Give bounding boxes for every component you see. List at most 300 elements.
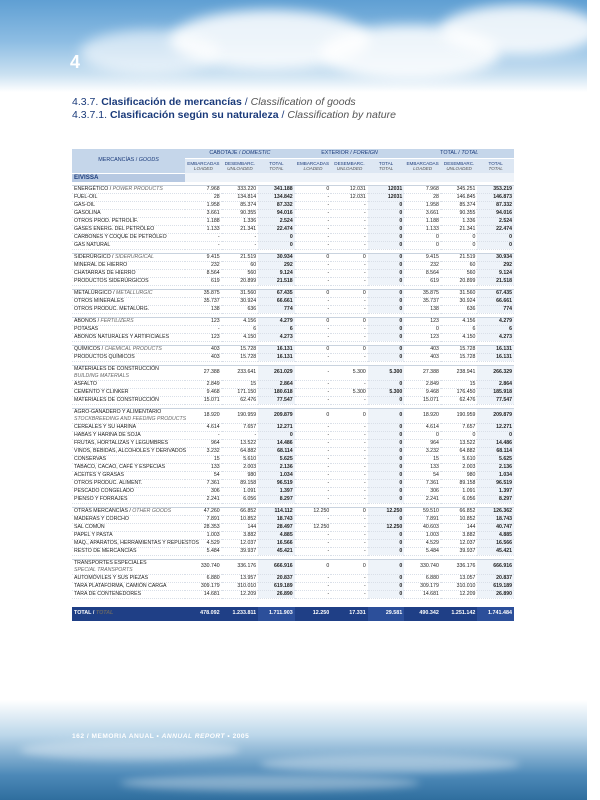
value-cell: 133 <box>185 463 222 471</box>
value-cell: 310.010 <box>222 582 259 590</box>
value-cell: 7.657 <box>441 423 478 431</box>
value-cell: 7.891 <box>404 515 441 523</box>
value-cell: 15.728 <box>441 353 478 361</box>
value-cell: - <box>295 217 332 225</box>
value-cell: - <box>331 447 368 455</box>
value-cell: 67.435 <box>477 289 514 297</box>
value-cell: 330.740 <box>185 559 222 574</box>
value-cell: 310.010 <box>441 582 478 590</box>
value-cell: 87.332 <box>258 201 295 209</box>
value-cell: - <box>295 233 332 241</box>
value-cell: - <box>331 515 368 523</box>
table-row <box>72 396 514 404</box>
value-cell: - <box>295 431 332 439</box>
value-cell: 27.388 <box>185 365 222 380</box>
row-label: PAPEL Y PASTA <box>72 531 185 539</box>
value-cell: 1.336 <box>222 217 259 225</box>
value-cell: 2.241 <box>185 495 222 503</box>
value-cell: 1.133 <box>185 225 222 233</box>
value-cell: - <box>295 471 332 479</box>
row-label: HABAS Y HARINA DE SOJA <box>72 431 185 439</box>
category-row <box>72 345 514 353</box>
value-cell: 15 <box>185 455 222 463</box>
value-cell: 94.016 <box>477 209 514 217</box>
value-cell: - <box>295 353 332 361</box>
value-cell: 774 <box>477 305 514 313</box>
value-cell: 66.852 <box>441 507 478 515</box>
table-row <box>72 261 514 269</box>
value-cell: 138 <box>185 305 222 313</box>
sub-header-cell: TOTAL TOTAL <box>258 159 295 174</box>
value-cell: 0 <box>368 317 405 325</box>
value-cell: 64.882 <box>441 447 478 455</box>
value-cell: 15 <box>404 455 441 463</box>
value-cell: 238.941 <box>441 365 478 380</box>
section-number: 4.3.7. <box>72 96 99 108</box>
value-cell: 16.131 <box>258 353 295 361</box>
value-cell: 123 <box>404 333 441 341</box>
value-cell: - <box>295 297 332 305</box>
value-cell: 261.029 <box>258 365 295 380</box>
value-cell: 478.092 <box>185 607 222 621</box>
value-cell: 1.397 <box>477 487 514 495</box>
value-cell: 13.522 <box>441 439 478 447</box>
value-cell: 90.355 <box>222 209 259 217</box>
value-cell: 2.849 <box>404 380 441 388</box>
value-cell: 345.251 <box>441 185 478 193</box>
value-cell: 0 <box>477 431 514 439</box>
sub-header-cell: DESEMBARC. UNLOADED <box>222 159 259 174</box>
value-cell: - <box>295 539 332 547</box>
value-cell: - <box>222 431 259 439</box>
value-cell: 0 <box>477 241 514 249</box>
value-cell: - <box>295 547 332 555</box>
sky-banner <box>0 0 587 92</box>
row-label: ASFALTO <box>72 380 185 388</box>
row-label: PRODUCTOS QUÍMICOS <box>72 353 185 361</box>
value-cell: 0 <box>404 431 441 439</box>
value-cell: 0 <box>368 241 405 249</box>
value-cell: 4.156 <box>441 317 478 325</box>
sub-header-cell: DESEMBARC. UNLOADED <box>331 159 368 174</box>
value-cell: 10.852 <box>441 515 478 523</box>
value-cell: 66.661 <box>477 297 514 305</box>
value-cell: 560 <box>441 269 478 277</box>
value-cell: 8.564 <box>185 269 222 277</box>
value-cell: 12.037 <box>222 539 259 547</box>
value-cell: 0 <box>258 233 295 241</box>
value-cell: 30.934 <box>477 253 514 261</box>
sub-header-cell: EMBARCADAS LOADED <box>185 159 222 174</box>
value-cell: 0 <box>368 201 405 209</box>
value-cell: 341.188 <box>258 185 295 193</box>
value-cell: 96.519 <box>258 479 295 487</box>
value-cell: 2.003 <box>222 463 259 471</box>
value-cell: - <box>331 269 368 277</box>
goods-column-header: MERCANCÍAS / GOODS <box>72 149 185 173</box>
value-cell: 21.519 <box>222 253 259 261</box>
value-cell: - <box>331 582 368 590</box>
value-cell: 0 <box>404 233 441 241</box>
value-cell: 15.728 <box>441 345 478 353</box>
value-cell: 14.486 <box>477 439 514 447</box>
table-row <box>72 193 514 201</box>
value-cell: 8.297 <box>258 495 295 503</box>
value-cell: 2.849 <box>185 380 222 388</box>
value-cell: 0 <box>368 217 405 225</box>
value-cell: 292 <box>258 261 295 269</box>
table-row <box>72 305 514 313</box>
value-cell: 1.336 <box>441 217 478 225</box>
value-cell: - <box>295 423 332 431</box>
goods-classification-table <box>72 149 514 621</box>
value-cell: 15.071 <box>404 396 441 404</box>
value-cell: 9.415 <box>185 253 222 261</box>
value-cell: 16.566 <box>258 539 295 547</box>
value-cell: 146.845 <box>441 193 478 201</box>
value-cell: 4.529 <box>185 539 222 547</box>
value-cell: 126.362 <box>477 507 514 515</box>
value-cell: 185.918 <box>477 388 514 396</box>
row-label: MINERAL DE HIERRO <box>72 261 185 269</box>
value-cell: 39.937 <box>441 547 478 555</box>
value-cell: 0 <box>368 253 405 261</box>
table-row <box>72 523 514 531</box>
category-row <box>72 408 514 423</box>
value-cell: 4.273 <box>477 333 514 341</box>
value-cell: - <box>295 261 332 269</box>
value-cell: - <box>295 590 332 598</box>
value-cell: 21.518 <box>258 277 295 285</box>
value-cell: 0 <box>368 277 405 285</box>
value-cell: 0 <box>368 261 405 269</box>
value-cell: 3.232 <box>185 447 222 455</box>
value-cell: 4.885 <box>477 531 514 539</box>
value-cell: 123 <box>404 317 441 325</box>
sub-header-cell: EMBARCADAS LOADED <box>295 159 332 174</box>
value-cell: 15.071 <box>185 396 222 404</box>
value-cell: 0 <box>368 423 405 431</box>
value-cell: 28 <box>404 193 441 201</box>
value-cell: 309.179 <box>185 582 222 590</box>
value-cell: - <box>331 439 368 447</box>
value-cell: 7.968 <box>404 185 441 193</box>
value-cell: 190.959 <box>441 408 478 423</box>
table-row <box>72 439 514 447</box>
value-cell: - <box>185 233 222 241</box>
value-cell: 0 <box>368 590 405 598</box>
value-cell: 1.003 <box>404 531 441 539</box>
value-cell: 40.747 <box>477 523 514 531</box>
table-row <box>72 209 514 217</box>
value-cell: 15.728 <box>222 353 259 361</box>
row-label: TARA DE CONTENEDORES <box>72 590 185 598</box>
sub-header-cell: EMBARCADAS LOADED <box>404 159 441 174</box>
value-cell: 0 <box>441 431 478 439</box>
value-cell: 144 <box>222 523 259 531</box>
value-cell: 619.189 <box>477 582 514 590</box>
value-cell: - <box>295 380 332 388</box>
table-row <box>72 479 514 487</box>
table-row <box>72 269 514 277</box>
value-cell: 4.529 <box>404 539 441 547</box>
table-row <box>72 380 514 388</box>
value-cell: 9.124 <box>258 269 295 277</box>
value-cell: 7.361 <box>185 479 222 487</box>
value-cell: 0 <box>295 408 332 423</box>
value-cell: 0 <box>368 297 405 305</box>
value-cell: 14.681 <box>404 590 441 598</box>
value-cell: 3.661 <box>404 209 441 217</box>
value-cell: 9.468 <box>404 388 441 396</box>
table-row <box>72 431 514 439</box>
sea-banner <box>0 700 587 800</box>
value-cell: - <box>331 233 368 241</box>
value-cell: 20.899 <box>441 277 478 285</box>
table-body <box>72 182 514 621</box>
value-cell: 1.034 <box>258 471 295 479</box>
row-label: OTROS MINERALES <box>72 297 185 305</box>
value-cell: 1.034 <box>477 471 514 479</box>
value-cell: - <box>331 523 368 531</box>
value-cell: 3.661 <box>185 209 222 217</box>
row-label: ACEITES Y GRASAS <box>72 471 185 479</box>
value-cell: 123 <box>185 333 222 341</box>
value-cell: 8.564 <box>404 269 441 277</box>
value-cell: - <box>331 495 368 503</box>
value-cell: 16.131 <box>477 353 514 361</box>
value-cell: 17.331 <box>331 607 368 621</box>
value-cell: 4.150 <box>441 333 478 341</box>
row-label: SIDERÚRGICO / SIDERURGICAL <box>72 253 185 261</box>
value-cell: 0 <box>368 233 405 241</box>
row-label: GASES ENERG. DEL PETRÓLEO <box>72 225 185 233</box>
value-cell: 5.610 <box>441 455 478 463</box>
value-cell: 6 <box>222 325 259 333</box>
value-cell: 1.397 <box>258 487 295 495</box>
row-label: ABONOS NATURALES Y ARTIFICIALES <box>72 333 185 341</box>
value-cell: 16.131 <box>258 345 295 353</box>
category-row <box>72 559 514 574</box>
value-cell: 134.842 <box>258 193 295 201</box>
page-number: 162 <box>72 733 85 740</box>
value-cell: - <box>185 431 222 439</box>
value-cell: 2.524 <box>258 217 295 225</box>
value-cell: 96.519 <box>477 479 514 487</box>
value-cell: 13.957 <box>222 574 259 582</box>
value-cell: 0 <box>368 325 405 333</box>
spacer-row <box>72 598 514 607</box>
value-cell: 77.547 <box>258 396 295 404</box>
row-label: FRUTAS, HORTALIZAS Y LEGUMBRES <box>72 439 185 447</box>
table-row <box>72 471 514 479</box>
group-header-row <box>72 149 514 159</box>
value-cell: 0 <box>295 253 332 261</box>
value-cell: 0 <box>295 345 332 353</box>
value-cell: 4.279 <box>477 317 514 325</box>
value-cell: - <box>331 380 368 388</box>
value-cell: 266.329 <box>477 365 514 380</box>
table-row <box>72 201 514 209</box>
value-cell: 0 <box>368 539 405 547</box>
value-cell: 20.899 <box>222 277 259 285</box>
value-cell: 15 <box>222 380 259 388</box>
value-cell: 22.474 <box>258 225 295 233</box>
sub-header-cell: TOTAL TOTAL <box>368 159 405 174</box>
value-cell: 3.882 <box>222 531 259 539</box>
value-cell: 0 <box>368 515 405 523</box>
table-row <box>72 447 514 455</box>
value-cell: 490.342 <box>404 607 441 621</box>
value-cell: 403 <box>404 353 441 361</box>
value-cell: 5.625 <box>258 455 295 463</box>
value-cell: 336.176 <box>441 559 478 574</box>
row-label: RESTO DE MERCANCÍAS <box>72 547 185 555</box>
value-cell: 12.209 <box>222 590 259 598</box>
value-cell: 6 <box>258 325 295 333</box>
value-cell: - <box>295 365 332 380</box>
value-cell: 12031 <box>368 193 405 201</box>
value-cell: 0 <box>368 463 405 471</box>
value-cell: - <box>295 582 332 590</box>
value-cell: 54 <box>404 471 441 479</box>
value-cell: 0 <box>368 531 405 539</box>
value-cell: - <box>295 277 332 285</box>
row-label: ENERGÉTICO / POWER PRODUCTS <box>72 185 185 193</box>
value-cell: - <box>331 455 368 463</box>
value-cell: 0 <box>368 547 405 555</box>
value-cell: 6.880 <box>185 574 222 582</box>
value-cell: 10.852 <box>222 515 259 523</box>
value-cell: - <box>331 305 368 313</box>
value-cell: 12.031 <box>331 185 368 193</box>
value-cell: 232 <box>404 261 441 269</box>
row-label: MATERIALES DE CONSTRUCCIÓN <box>72 396 185 404</box>
value-cell: 0 <box>368 289 405 297</box>
value-cell: 403 <box>404 345 441 353</box>
value-cell: 12.271 <box>258 423 295 431</box>
value-cell: 619 <box>185 277 222 285</box>
value-cell: 22.474 <box>477 225 514 233</box>
value-cell: 35.875 <box>185 289 222 297</box>
value-cell: 1.251.142 <box>441 607 478 621</box>
value-cell: - <box>331 479 368 487</box>
value-cell: 0 <box>368 269 405 277</box>
category-row <box>72 365 514 380</box>
row-label: OTROS PRODUC. ALIMENT. <box>72 479 185 487</box>
value-cell: 6 <box>441 325 478 333</box>
section-title <box>72 96 396 109</box>
row-label: OTROS PRODUC. METALÚRG. <box>72 305 185 313</box>
row-label: MADERAS Y CORCHO <box>72 515 185 523</box>
value-cell: 2.864 <box>258 380 295 388</box>
sub-header-cell: DESEMBARC. UNLOADED <box>441 159 478 174</box>
value-cell: 60 <box>441 261 478 269</box>
table-row <box>72 495 514 503</box>
value-cell: 0 <box>368 559 405 574</box>
value-cell: 180.618 <box>258 388 295 396</box>
row-label: PRODUCTOS SIDERÚRGICOS <box>72 277 185 285</box>
value-cell: 9.468 <box>185 388 222 396</box>
footer-year: 2005 <box>232 733 250 740</box>
value-cell: 306 <box>185 487 222 495</box>
value-cell: 94.016 <box>258 209 295 217</box>
value-cell: 87.332 <box>477 201 514 209</box>
value-cell: 233.641 <box>222 365 259 380</box>
table-row <box>72 590 514 598</box>
value-cell: 209.879 <box>477 408 514 423</box>
row-label: QUÍMICOS / CHEMICAL PRODUCTS <box>72 345 185 353</box>
value-cell: 0 <box>368 487 405 495</box>
value-cell: 114.112 <box>258 507 295 515</box>
value-cell: 0 <box>295 559 332 574</box>
table-row <box>72 547 514 555</box>
value-cell: 6.056 <box>222 495 259 503</box>
value-cell: - <box>331 225 368 233</box>
value-cell: 21.341 <box>222 225 259 233</box>
value-cell: 12.031 <box>331 193 368 201</box>
table-row <box>72 463 514 471</box>
value-cell: 3.232 <box>404 447 441 455</box>
row-label: AGRO-GANADERO Y ALIMENTARIO STOCKBREEDING AND FEEDING PRODUCTS <box>74 408 187 422</box>
value-cell: 6.880 <box>404 574 441 582</box>
value-cell: 2.136 <box>258 463 295 471</box>
value-cell: - <box>331 431 368 439</box>
value-cell: 980 <box>441 471 478 479</box>
table-row <box>72 325 514 333</box>
value-cell: - <box>295 396 332 404</box>
value-cell: 1.188 <box>404 217 441 225</box>
value-cell: 4.885 <box>258 531 295 539</box>
value-cell: 64.882 <box>222 447 259 455</box>
value-cell: 54 <box>185 471 222 479</box>
value-cell: 0 <box>368 345 405 353</box>
value-cell: 66.852 <box>222 507 259 515</box>
row-label: CHATARRAS DE HIERRO <box>72 269 185 277</box>
value-cell: 66.661 <box>258 297 295 305</box>
value-cell: - <box>222 233 259 241</box>
value-cell: 21.519 <box>441 253 478 261</box>
value-cell: - <box>295 439 332 447</box>
value-cell: 68.114 <box>258 447 295 455</box>
value-cell: - <box>295 305 332 313</box>
value-cell: 4.150 <box>222 333 259 341</box>
value-cell: 0 <box>331 559 368 574</box>
row-label: TARA PLATAFORMA, CAMIÓN CARGA <box>72 582 185 590</box>
table-row <box>72 353 514 361</box>
value-cell: 2.003 <box>441 463 478 471</box>
section-title-es: Clasificación de mercancías <box>101 96 242 108</box>
value-cell: 2.864 <box>477 380 514 388</box>
value-cell: - <box>295 531 332 539</box>
row-label: OTROS PROD. PETROLÍF. <box>72 217 185 225</box>
table-row <box>72 539 514 547</box>
value-cell: 5.625 <box>477 455 514 463</box>
value-cell: 12.271 <box>477 423 514 431</box>
value-cell: 209.879 <box>258 408 295 423</box>
value-cell: 0 <box>368 225 405 233</box>
value-cell: 12.209 <box>441 590 478 598</box>
row-label: GAS NATURAL <box>72 241 185 249</box>
value-cell: 26.890 <box>477 590 514 598</box>
value-cell: 0 <box>368 582 405 590</box>
value-cell: 0 <box>368 209 405 217</box>
value-cell: 0 <box>331 507 368 515</box>
row-label: TRANSPORTES ESPECIALES SPECIAL TRANSPORTS <box>72 559 185 574</box>
row-label: GAS-OIL <box>72 201 185 209</box>
value-cell: 7.891 <box>185 515 222 523</box>
value-cell: 0 <box>258 241 295 249</box>
